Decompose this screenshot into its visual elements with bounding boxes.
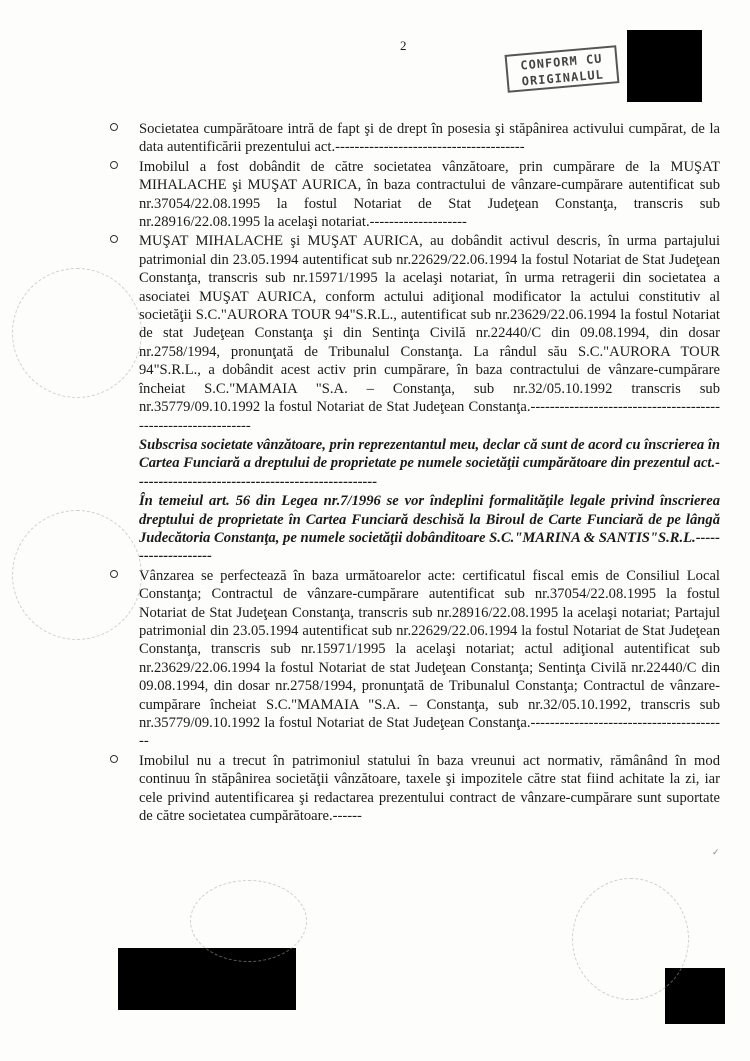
company-seal-impression [190, 880, 307, 962]
bullet-icon [110, 161, 118, 169]
paragraph-text: Vânzarea se perfectează în baza următoarelor acte: certificatul fiscal emis de Consiliul Local Constanţa; Contractul de vânzare-cumpărare autentificat sub nr.37054/22.08.1995 la fostul Notariat de Stat Judeţean Constanţa, transcris sub nr.28916/22.08.1995 la acelaşi notariat; Partajul patrimonial din 23.05.1994 autentificat sub nr.22629/22.06.1994 la fostul Notariat de Stat Judeţean Constanţa, transcris sub nr.15971/1995 la acelaşi notariat; actul adiţional autentificat sub nr.23629/22.06.1994 la fostul Notariat de stat Judeţean Constanţa; Sentinţa Civilă nr.22440/C din 09.08.1994, din dosar nr.2758/1994, pronunţată de Tribunalul Constanţa; Contractul de vânzare-cumpărare încheiat S.C."MAMAIA "S.A. – Constanţa, sub nr.32/05.10.1992, transcris sub nr.35779/09.10.1992 la fostul Notariat de Stat Judeţean Constanţa.----------------------------------------- [139, 567, 720, 750]
paragraph-text: Subscrisa societate vânzătoare, prin reprezentantul meu, declar că sunt de acord cu înscrierea în Cartea Funciară a dreptului de proprietate pe numele societăţii cumpărătoare din prezentul act.-------------------------------------------------- [139, 436, 720, 490]
bullet-icon [110, 570, 118, 578]
page-number: 2 [400, 38, 407, 53]
paragraph-sale-documents [110, 567, 720, 751]
stamp-line-1: CONFORM CU [519, 51, 603, 73]
company-seal-impression-right [572, 878, 689, 1000]
margin-check-mark: ✓ [712, 848, 720, 858]
paragraph-text: Imobilul a fost dobândit de către societatea vânzătoare, prin cumpărare de la MUŞAT MIHALACHE şi MUŞAT AURICA, în baza contractului de vânzare-cumpărare autentificat sub nr.37054/22.08.1995 la fostul Notariat de Stat Judeţean Constanţa, transcris sub nr.28916/22.08.1995 la acelaşi notariat.-------------------- [139, 158, 720, 231]
paragraph-history [110, 232, 720, 434]
document-body [110, 120, 720, 826]
stamp-line-2: ORIGINALUL [521, 67, 605, 89]
paragraph-text: Societatea cumpărătoare intră de fapt şi de drept în posesia şi stăpânirea activului cumpărat, de la data autentificării prezentului act.--------------------------------------- [139, 121, 720, 156]
bullet-icon [110, 235, 118, 243]
redaction-top-right [627, 30, 702, 102]
bullet-icon [110, 755, 118, 763]
conform-stamp [505, 45, 620, 93]
paragraph-land-registry [110, 492, 720, 566]
paragraph-consent [110, 436, 720, 491]
paragraph-acquisition [110, 158, 720, 232]
paragraph-text: Imobilul nu a trecut în patrimoniul statului în baza vreunui act normativ, rămânând în mod continuu în stăpânirea societăţii vânzătoare, taxele şi impozitele către stat fiind achitate la zi, iar cele privind autentificarea şi redactarea prezentului contract de vânzare-cumpărare sunt suportate de către societatea cumpărătoare.------ [139, 752, 720, 825]
paragraph-taxes [110, 752, 720, 826]
paragraph-possession [110, 120, 720, 157]
paragraph-text: În temeiul art. 56 din Legea nr.7/1996 se vor îndeplini formalităţile legale privind înscrierea dreptului de proprietate în Cartea Funciară deschisă la Biroul de Carte Funciară de pe lângă Judecătoria Constanţa, pe numele societăţii dobânditoare S.C."MARINA & SANTIS"S.R.L.-------------------- [139, 493, 720, 565]
bullet-icon [110, 123, 118, 131]
paragraph-text: MUŞAT MIHALACHE şi MUŞAT AURICA, au dobândit activul descris, în urma partajului patrimonial din 23.05.1994 autentificat sub nr.22629/22.06.1994 la fostul Notariat de Stat Judeţean Constanţa, transcris sub nr.15971/1995 la acelaşi notariat, în urma retragerii din societatea a asociatei MUŞAT AURICA, conform actului adiţional modificator la actului constitutiv al societăţii S.C."AURORA TOUR 94"S.R.L., autentificat sub nr.23629/22.06.1994 la fostul Notariat de stat Judeţean Constanţa şi din Sentinţa Civilă nr.22440/C din 09.08.1994, din dosar nr.2758/1994, pronunţată de Tribunalul Constanţa. La rândul său S.C."AURORA TOUR 94"S.R.L., a dobândit acest activ prin cumpărare, în baza contractului de vânzare-cumpărare încheiat S.C."MAMAIA "S.A. – Constanţa, sub nr.32/05.10.1992 transcris sub nr.35779/09.10.1992 la fostul Notariat de Stat Judeţean Constanţa.-------------------------------------------------------------- [139, 233, 720, 434]
